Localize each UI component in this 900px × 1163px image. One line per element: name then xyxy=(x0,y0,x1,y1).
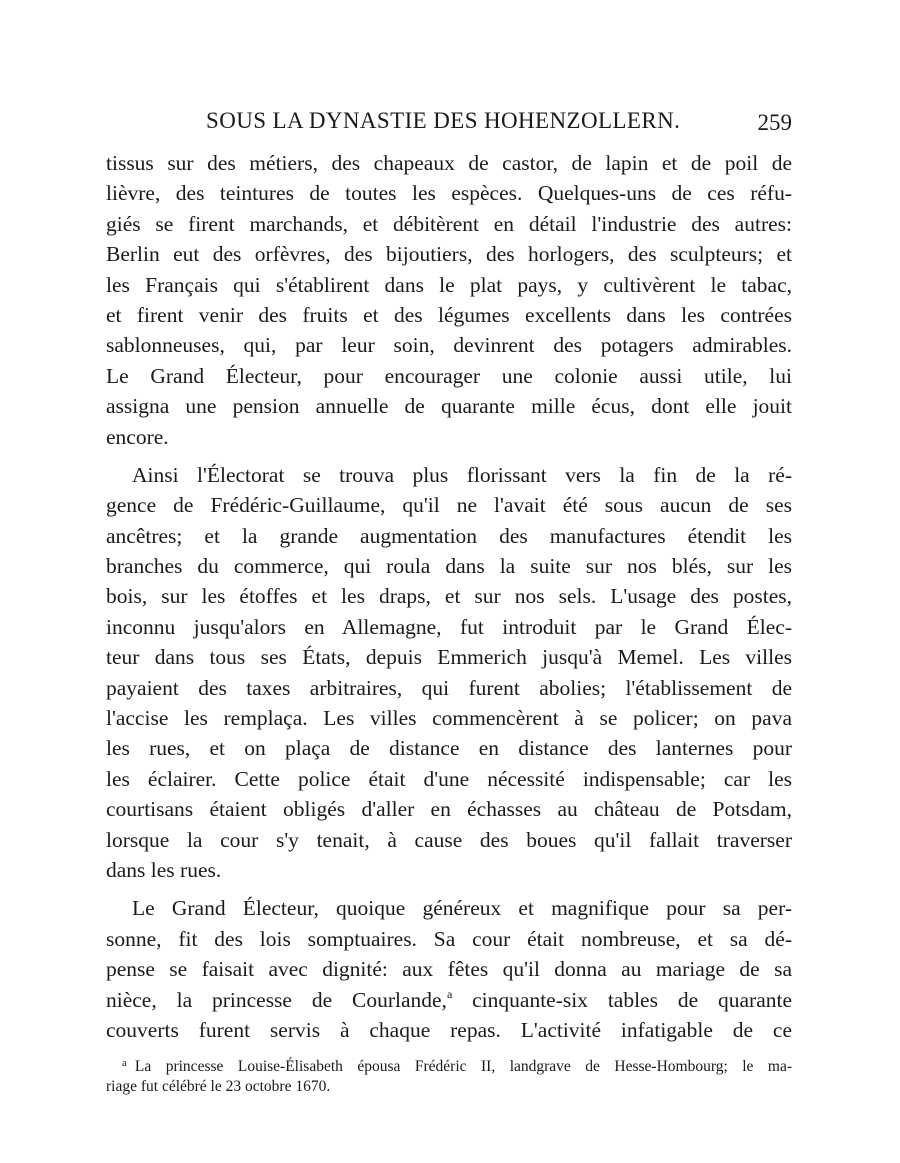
paragraph-2 xyxy=(106,460,792,885)
text-line: lièvre, des teintures de toutes les espèces. Quelques-uns de ces réfu- xyxy=(106,181,792,206)
text-line: Ainsi l'Électorat se trouva plus florissant vers la fin de la ré- xyxy=(132,462,792,487)
footnote-line xyxy=(106,1052,792,1075)
text-line: payaient des taxes arbitraires, qui furent abolies; l'établissement de xyxy=(106,675,792,700)
footnote-reference[interactable]: a xyxy=(446,986,453,1001)
text-line: assigna une pension annuelle de quarante mille écus, dont elle jouit xyxy=(106,394,792,419)
text-line: tissus sur des métiers, des chapeaux de castor, de lapin et de poil de xyxy=(106,151,792,175)
text-line: ancêtres; et la grande augmentation des manufactures étendit les xyxy=(106,523,792,548)
text-line: courtisans étaient obligés d'aller en échasses au château de Potsdam, xyxy=(106,797,792,822)
footnote-line: riage fut célébré le 23 octobre 1670. xyxy=(106,1078,331,1095)
text-line-with-footnote-ref xyxy=(106,985,792,1015)
text-line: encore. xyxy=(106,424,169,449)
text-fragment: cinquante-six tables de quarante xyxy=(452,987,792,1012)
footnote-mark: a xyxy=(122,1057,127,1069)
text-line: Le Grand Électeur, pour encourager une colonie aussi utile, lui xyxy=(106,363,792,388)
body-text xyxy=(106,148,792,1045)
text-line: pense se faisait avec dignité: aux fêtes qu'il donna au mariage de sa xyxy=(106,957,792,982)
text-line: l'accise les remplaça. Les villes commencèrent à se policer; on pava xyxy=(106,706,792,731)
text-line: teur dans tous ses États, depuis Emmerich jusqu'à Memel. Les villes xyxy=(106,645,792,670)
paragraph-gap xyxy=(106,885,792,893)
text-line: sablonneuses, qui, par leur soin, devinrent des potagers admirables. xyxy=(106,333,792,358)
text-line: gence de Frédéric-Guillaume, qu'il ne l'avait été sous aucun de ses xyxy=(106,493,792,518)
page-number: 259 xyxy=(757,110,792,135)
paragraph-1 xyxy=(106,148,792,452)
text-line: inconnu jusqu'alors en Allemagne, fut introduit par le Grand Élec- xyxy=(106,614,792,639)
text-line: et firent venir des fruits et des légumes excellents dans les contrées xyxy=(106,302,792,327)
paragraph-gap xyxy=(106,452,792,460)
running-title: SOUS LA DYNASTIE DES HOHENZOLLERN. xyxy=(206,108,681,133)
text-line: les rues, et on plaça de distance en distance des lanternes pour xyxy=(106,736,792,761)
footnote xyxy=(106,1052,792,1098)
text-line: branches du commerce, qui roula dans la suite sur nos blés, sur les xyxy=(106,554,792,579)
text-line: Berlin eut des orfèvres, des bijoutiers, des horlogers, des sculpteurs; et xyxy=(106,242,792,267)
text-line: sonne, fit des lois somptuaires. Sa cour était nombreuse, et sa dé- xyxy=(106,926,792,951)
text-line: couverts furent servis à chaque repas. L'activité infatigable de ce xyxy=(106,1017,792,1042)
text-line: les Français qui s'établirent dans le plat pays, y cultivèrent le tabac, xyxy=(106,272,792,297)
running-head xyxy=(106,108,792,140)
text-line: dans les rues. xyxy=(106,857,222,882)
text-line: giés se firent marchands, et débitèrent en détail l'industrie des autres: xyxy=(106,211,792,236)
text-line: lorsque la cour s'y tenait, à cause des boues qu'il fallait traverser xyxy=(106,827,792,852)
text-line: bois, sur les étoffes et les draps, et sur nos sels. L'usage des postes, xyxy=(106,584,792,609)
footnote-text: La princesse Louise-Élisabeth épousa Frédéric II, landgrave de Hesse-Hombourg; le ma- xyxy=(134,1058,792,1075)
text-line: les éclairer. Cette police était d'une nécessité indispensable; car les xyxy=(106,766,792,791)
text-line: Le Grand Électeur, quoique généreux et magnifique pour sa per- xyxy=(132,896,792,921)
text-fragment: nièce, la princesse de Courlande, xyxy=(106,987,447,1012)
paragraph-3 xyxy=(106,893,792,1045)
